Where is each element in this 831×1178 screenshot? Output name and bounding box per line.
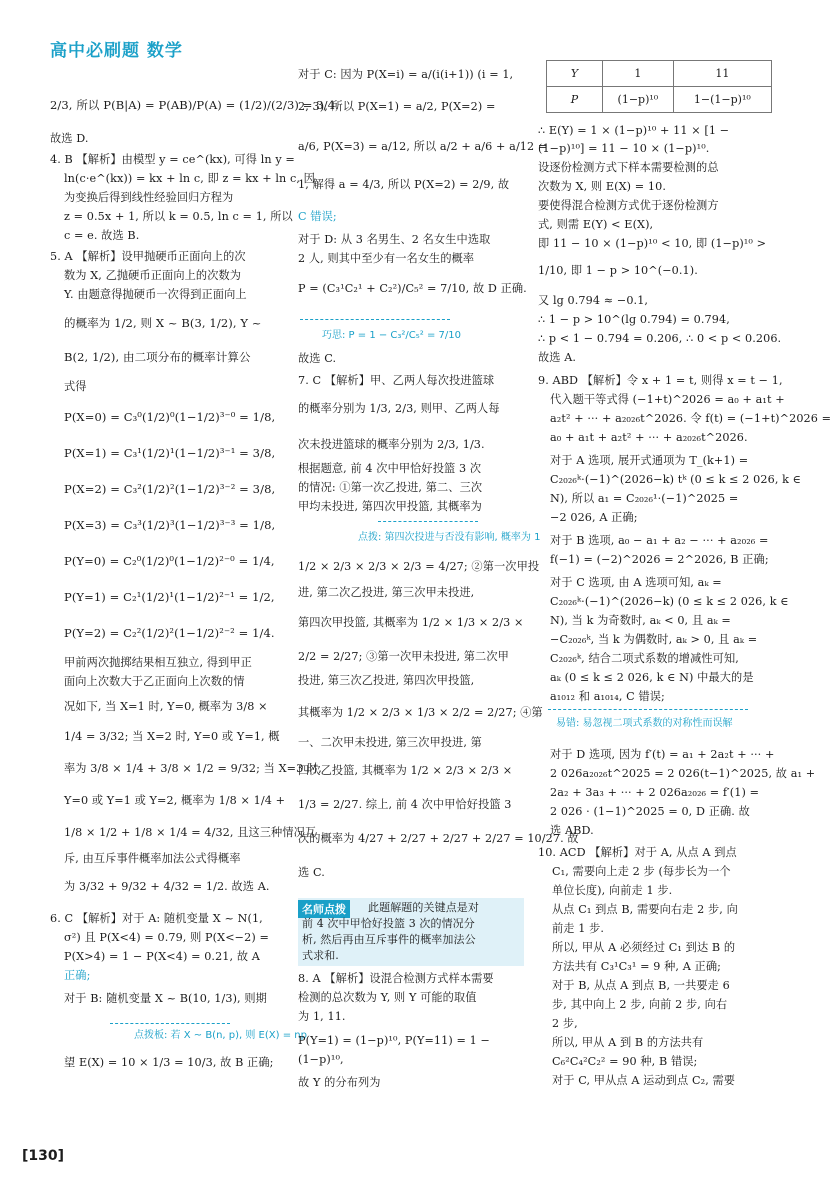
table-row: [547, 87, 772, 113]
tip-line: 析, 然后再由互斥事件的概率加法公: [302, 933, 476, 946]
text-line: 对于 A 选项, 展开式通项为 T_(k+1) =: [550, 454, 749, 467]
text-line: 4. B 【解析】由模型 y = ce^(kx), 可得 ln y =: [50, 153, 295, 166]
wavy-underline: [110, 1018, 230, 1024]
text-line: 的概率为 1/2, 则 X ~ B(3, 1/2), Y ~: [64, 316, 262, 330]
text-line: C₂₀₂₆ᵏ·(−1)^(2026−k) (0 ≤ k ≤ 2 026, k ∈: [550, 595, 789, 608]
text-line: 一、二次甲未投进, 第三次甲投进, 第: [298, 736, 482, 749]
text-line: 要使得混合检测方式优于逐份检测方: [538, 199, 719, 212]
text-line: 投进, 第三次乙投进, 第四次甲投篮,: [298, 674, 475, 687]
text-line: 对于 B: 随机变量 X ~ B(10, 1/3), 则期: [64, 992, 267, 1005]
table-cell: P: [547, 87, 603, 113]
text-line: 2 026 · (1−1)^2025 = 0, D 正确. 故: [550, 805, 750, 818]
text-line: 正确;: [64, 969, 91, 982]
text-line: 的概率分别为 1/3, 2/3, 则甲、乙两人每: [298, 402, 500, 415]
text-line: ∴ p < 1 − 0.794 = 0.206, ∴ 0 < p < 0.206.: [538, 332, 782, 345]
distribution-table: [546, 60, 772, 113]
text-line: 1, 解得 a = 4/3, 所以 P(X=2) = 2/9, 故: [298, 178, 510, 191]
text-line: 况如下, 当 X=1 时, Y=0, 概率为 3/8 ×: [64, 700, 268, 713]
formula-line: P = (C₃¹C₂¹ + C₂²)/C₅² = 7/10, 故 D 正确.: [298, 282, 527, 295]
text-line: 为 1, 11.: [298, 1010, 346, 1023]
text-line: 前走 1 步.: [552, 922, 605, 935]
text-line: 斥, 由互斥事件概率加法公式得概率: [64, 852, 241, 865]
text-line: 步, 其中向上 2 步, 向前 2 步, 向右: [552, 998, 728, 1011]
text-line: (1−p)¹⁰] = 11 − 10 × (1−p)¹⁰.: [538, 142, 710, 155]
table-cell: Y: [547, 61, 603, 87]
text-line: a₁₀₁₂ 和 a₁₀₁₄, C 错误;: [550, 690, 665, 703]
text-line: ∴ 1 − p > 10^(lg 0.794) = 0.794,: [538, 313, 730, 326]
text-line: 5. A 【解析】设甲抛硬币正面向上的次: [50, 250, 246, 263]
text-line: 的情况: ①第一次乙投进, 第二、三次: [298, 481, 483, 494]
text-line: 方法共有 C₃¹C₃¹ = 9 种, A 正确;: [552, 960, 722, 973]
text-line: 次的概率为 4/27 + 2/27 + 2/27 + 2/27 = 10/27. 故: [298, 832, 579, 845]
text-line: 望 E(X) = 10 × 1/3 = 10/3, 故 B 正确;: [64, 1056, 274, 1069]
text-line: (1−p)¹⁰,: [298, 1053, 344, 1066]
formula-line: P(Y=1) = C₂¹(1/2)¹(1−1/2)²⁻¹ = 1/2,: [64, 590, 275, 604]
text-line: 从点 C₁ 到点 B, 需要向右走 2 步, 向: [552, 903, 738, 916]
text-line: 1/2 × 2/3 × 2/3 × 2/3 = 4/27; ②第一次甲投: [298, 560, 540, 573]
text-line: C 错误;: [298, 210, 337, 223]
text-line: 选 C.: [298, 866, 325, 879]
text-line: σ²) 且 P(X<4) = 0.79, 则 P(X<−2) =: [64, 931, 269, 944]
formula-line: P(Y=0) = C₂⁰(1/2)⁰(1−1/2)²⁻⁰ = 1/4,: [64, 554, 275, 568]
text-line: 故选 D.: [50, 132, 89, 145]
table-cell: (1−p)¹⁰: [603, 87, 674, 113]
page-number: [130]: [22, 1148, 65, 1164]
text-line: 根据题意, 前 4 次中甲恰好投篮 3 次: [298, 462, 482, 475]
text-line: 检测的总次数为 Y, 则 Y 可能的取值: [298, 991, 477, 1004]
text-line: 故选 C.: [298, 352, 337, 365]
text-line: Y. 由题意得抛硬币一次得到正面向上: [64, 288, 247, 301]
text-line: 对于 D 选项, 因为 f′(t) = a₁ + 2a₂t + ··· +: [550, 748, 775, 761]
text-line: 又 lg 0.794 ≈ −0.1,: [538, 294, 649, 307]
text-line: C₁, 需要向上走 2 步 (每步长为一个: [552, 865, 731, 878]
text-line: 8. A 【解析】设混合检测方式样本需要: [298, 972, 494, 985]
table-row: [547, 61, 772, 87]
text-line: 代入题干等式得 (−1+t)^2026 = a₀ + a₁t +: [550, 393, 785, 406]
text-line: −C₂₀₂₆ᵏ, 当 k 为偶数时, aₖ > 0, 且 aₖ =: [550, 633, 758, 646]
text-line: 1/4 = 3/32; 当 X=2 时, Y=0 或 Y=1, 概: [64, 730, 280, 743]
formula-line: P(X=1) = C₃¹(1/2)¹(1−1/2)³⁻¹ = 3/8,: [64, 446, 276, 460]
tip-note: 易错: 易忽视二项式系数的对称性而误解: [556, 718, 733, 729]
text-line: 2 026a₂₀₂₆t^2025 = 2 026(t−1)^2025, 故 a₁ +: [550, 767, 816, 780]
text-line: 2 人, 则其中至少有一名女生的概率: [298, 252, 475, 265]
text-line: 数为 X, 乙抛硬币正面向上的次数为: [64, 269, 242, 282]
tip-line: 前 4 次中甲恰好投篮 3 次的情况分: [302, 917, 475, 930]
text-line: 10. ACD 【解析】对于 A, 从点 A 到点: [538, 846, 737, 859]
text-line: P(Y=1) = (1−p)¹⁰, P(Y=11) = 1 −: [298, 1034, 490, 1047]
formula-line: P(X=3) = C₃³(1/2)³(1−1/2)³⁻³ = 1/8,: [64, 518, 276, 532]
text-line: C₂₀₂₆ᵏ·(−1)^(2026−k) tᵏ (0 ≤ k ≤ 2 026, k ∈: [550, 473, 802, 486]
text-line: 2, 3), 所以 P(X=1) = a/2, P(X=2) =: [298, 100, 496, 113]
tip-line: 式求和.: [302, 949, 339, 962]
formula-line: P(X=0) = C₃⁰(1/2)⁰(1−1/2)³⁻⁰ = 1/8,: [64, 410, 276, 424]
text-line: 2a₂ + 3a₃ + ··· + 2 026a₂₀₂₆ = f′(1) =: [550, 786, 760, 799]
wavy-underline: [548, 704, 748, 710]
text-line: 7. C 【解析】甲、乙两人每次投进篮球: [298, 374, 495, 387]
formula-line: P(Y=2) = C₂²(1/2)²(1−1/2)²⁻² = 1/4.: [64, 626, 275, 640]
tip-line: 此题解题的关键点是对: [368, 901, 479, 914]
text-line: P(X>4) = 1 − P(X<4) = 0.21, 故 A: [64, 950, 260, 963]
text-line: a/6, P(X=3) = a/12, 所以 a/2 + a/6 + a/12 =: [298, 140, 548, 153]
text-line: 单位长度), 向前走 1 步.: [552, 884, 673, 897]
text-line: 所以, 甲从 A 到 B 的方法共有: [552, 1036, 704, 1049]
text-line: 选 ABD.: [550, 824, 594, 837]
text-line: 第四次甲投篮, 其概率为 1/2 × 1/3 × 2/3 ×: [298, 616, 524, 629]
tip-note: 点拨: 第四次投进与否没有影响, 概率为 1: [358, 532, 541, 543]
wavy-underline: [378, 516, 478, 522]
text-line: 1/10, 即 1 − p > 10^(−0.1).: [538, 264, 698, 277]
text-line: C₂₀₂₆ᵏ, 结合二项式系数的增减性可知,: [550, 652, 739, 665]
text-line: ∴ E(Y) = 1 × (1−p)¹⁰ + 11 × [1 −: [538, 124, 730, 137]
text-line: 其概率为 1/2 × 2/3 × 1/3 × 2/2 = 2/27; ④第: [298, 706, 543, 719]
text-line: 对于 B, 从点 A 到点 B, 一共要走 6: [552, 979, 730, 992]
text-line: c = e. 故选 B.: [64, 229, 140, 242]
text-line: 为 3/32 + 9/32 + 4/32 = 1/2. 故选 A.: [64, 880, 270, 893]
text-line: 次未投进篮球的概率分别为 2/3, 1/3.: [298, 438, 485, 451]
text-line: a₂t² + ··· + a₂₀₂₆t^2026. 令 f(t) = (−1+t)^2026 =: [550, 412, 831, 425]
tip-note: 点拨板: 若 X ~ B(n, p), 则 E(X) = np: [134, 1030, 307, 1041]
text-line: 次数为 X, 则 E(X) = 10.: [538, 180, 666, 193]
text-line: N), 所以 a₁ = C₂₀₂₆¹·(−1)^2025 =: [550, 492, 739, 505]
text-line: z = 0.5x + 1, 所以 k = 0.5, ln c = 1, 所以: [64, 210, 293, 223]
text-line: aₖ (0 ≤ k ≤ 2 026, k ∈ N) 中最大的是: [550, 671, 754, 684]
formula-line: P(X=2) = C₃²(1/2)²(1−1/2)³⁻² = 3/8,: [64, 482, 276, 496]
text-line: a₀ + a₁t + a₂t² + ··· + a₂₀₂₆t^2026.: [550, 431, 748, 444]
text-line: 进, 第二次乙投进, 第三次甲未投进,: [298, 586, 475, 599]
teacher-tip-box: [298, 898, 524, 966]
text-line: 设逐份检测方式下样本需要检测的总: [538, 161, 719, 174]
text-line: 1/3 = 2/27. 综上, 前 4 次中甲恰好投篮 3: [298, 798, 512, 811]
text-line: 故 Y 的分布列为: [298, 1076, 381, 1089]
text-line: 即 11 − 10 × (1−p)¹⁰ < 10, 即 (1−p)¹⁰ >: [538, 237, 767, 250]
text-line: 对于 C: 因为 P(X=i) = a/(i(i+1)) (i = 1,: [298, 68, 514, 81]
text-line: 甲前两次抛掷结果相互独立, 得到甲正: [64, 656, 252, 669]
text-line: 式, 则需 E(Y) < E(X),: [538, 218, 654, 231]
text-line: 甲均未投进, 第四次甲投篮, 其概率为: [298, 500, 482, 513]
text-line: 对于 B 选项, a₀ − a₁ + a₂ − ··· + a₂₀₂₆ =: [550, 534, 769, 547]
text-line: 为变换后得到线性经验回归方程为: [64, 191, 234, 204]
text-line: 对于 C 选项, 由 A 选项可知, aₖ =: [550, 576, 722, 589]
text-line: 1/8 × 1/2 + 1/8 × 1/4 = 4/32, 且这三种情况互: [64, 826, 317, 839]
table-cell: 1: [603, 61, 674, 87]
text-line: 所以, 甲从 A 必须经过 C₁ 到达 B 的: [552, 941, 736, 954]
text-line: 2/2 = 2/27; ③第一次甲未投进, 第二次甲: [298, 650, 509, 663]
answer-column-3: [538, 60, 831, 1145]
text-line: f(−1) = (−2)^2026 = 2^2026, B 正确;: [550, 553, 769, 566]
table-cell: 1−(1−p)¹⁰: [673, 87, 771, 113]
text-line: ln(c·e^(kx)) = kx + ln c, 即 z = kx + ln c, 因: [64, 172, 315, 185]
text-line: 面向上次数大于乙正面向上次数的情: [64, 675, 245, 688]
text-line: −2 026, A 正确;: [550, 511, 638, 524]
text-line: 率为 3/8 × 1/4 + 3/8 × 1/2 = 9/32; 当 X=3 时,: [64, 762, 322, 775]
text-line: 6. C 【解析】对于 A: 随机变量 X ~ N(1,: [50, 912, 263, 925]
wavy-underline: [300, 314, 450, 320]
text-line: 对于 D: 从 3 名男生、2 名女生中选取: [298, 233, 491, 246]
text-line: 2/3, 所以 P(B|A) = P(AB)/P(A) = (1/2)/(2/3) = 3/4.: [50, 98, 339, 112]
text-line: N), 当 k 为奇数时, aₖ < 0, 且 aₖ =: [550, 614, 731, 627]
text-line: 2 步,: [552, 1017, 578, 1030]
text-line: B(2, 1/2), 由二项分布的概率计算公: [64, 350, 251, 364]
teacher-tip-tag: 名师点拨: [298, 900, 350, 918]
text-line: 9. ABD 【解析】令 x + 1 = t, 则得 x = t − 1,: [538, 374, 783, 387]
text-line: Y=0 或 Y=1 或 Y=2, 概率为 1/8 × 1/4 +: [64, 794, 286, 807]
table-cell: 11: [673, 61, 771, 87]
page-header-title: 高中必刷题 数学: [50, 41, 183, 61]
text-line: 对于 C, 甲从点 A 运动到点 C₂, 需要: [552, 1074, 736, 1087]
tip-note: 巧思: P = 1 − C₃²/C₅² = 7/10: [322, 330, 461, 341]
text-line: C₆²C₄²C₂² = 90 种, B 错误;: [552, 1055, 698, 1068]
text-line: 式得: [64, 380, 87, 393]
text-line: 故选 A.: [538, 351, 577, 364]
text-line: 四次乙投篮, 其概率为 1/2 × 2/3 × 2/3 ×: [298, 764, 513, 777]
